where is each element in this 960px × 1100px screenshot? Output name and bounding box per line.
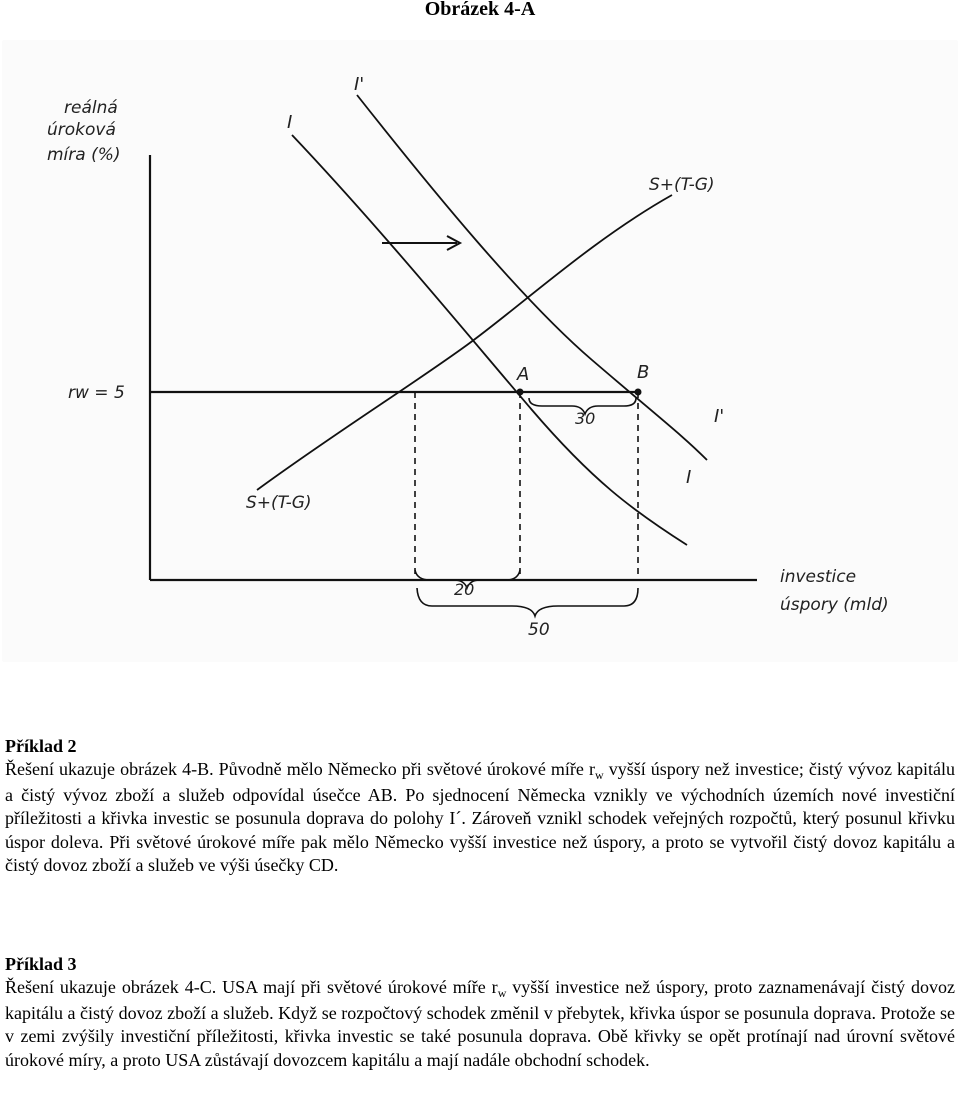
example-2-text	[5, 758, 955, 877]
curve-I-prime-label-top: I'	[354, 74, 365, 95]
curve-I-prime-label-bottom: I'	[714, 406, 725, 427]
example-2-text-part1: Řešení ukazuje obrázek 4-B. Původně mělo Německo při světové úrokové míře r	[5, 759, 595, 780]
curve-I-label-top: I	[287, 112, 293, 133]
diagram-canvas	[2, 40, 958, 662]
y-axis-label-line1: reálná	[64, 98, 118, 118]
curve-savings-label-bottom: S+(T-G)	[246, 493, 312, 513]
curve-savings	[257, 195, 672, 490]
example-3-heading: Příklad 3	[5, 954, 77, 974]
world-rate-label: rw = 5	[68, 383, 125, 403]
distance-20-label: 20	[454, 580, 475, 599]
curve-investment-I-prime	[357, 95, 707, 460]
distance-50-label: 50	[528, 620, 550, 640]
curve-I-label-bottom: I	[686, 467, 692, 488]
y-axis-label-line2: úroková	[47, 120, 116, 140]
point-A-label: A	[517, 364, 530, 385]
figure-title: Obrázek 4-A	[424, 0, 536, 20]
economic-diagram	[2, 40, 958, 662]
x-axis-label-line1: investice	[780, 567, 857, 587]
point-B-label: B	[637, 362, 650, 383]
brace-50	[417, 588, 638, 616]
example-2-heading: Příklad 2	[5, 736, 77, 756]
x-axis-label-line2: úspory (mld)	[780, 595, 889, 615]
curve-savings-label-top: S+(T-G)	[649, 175, 715, 195]
example-2-section	[5, 735, 955, 877]
example-3-text-part1: Řešení ukazuje obrázek 4-C. USA mají při světové úrokové míře r	[5, 977, 498, 998]
example-2-text-part2: vyšší úspory než investice; čistý vývoz kapitálu a čistý vývoz zboží a služeb odpovídal úsečce AB. Po sjednocení Německa vznikly ve východních územích nové investiční příležitosti a křivka investic se posunula doprava do polohy I´. Zároveň vznikl schodek veřejných rozpočtů, který posunul křivku úspor doleva. Při světové úrokové míře pak mělo Německo vyšší investice než úspory, a proto se vytvořil čistý dovoz kapitálu a čistý dovoz zboží a služeb ve výši úsečky CD.	[5, 759, 956, 876]
example-3-section	[5, 953, 955, 1072]
example-3-text-part2: vyšší investice než úspory, proto zaznamenávají čistý dovoz kapitálu a čistý dovoz zboží a služeb. Když se rozpočtový schodek změnil v přebytek, křivka úspor se posunula doprava. Protože se v zemi zvýšily investiční příležitosti, křivka investic se také posunula doprava. Obě křivky se opět protínají nad úrovní světové úrokové míry, a proto USA zůstávají dovozcem kapitálu a mají nadále obchodní schodek.	[5, 977, 956, 1070]
example-3-subscript: w	[497, 986, 507, 1001]
distance-30-label: 30	[575, 409, 596, 428]
example-2-subscript: w	[594, 768, 604, 783]
curve-investment-I	[292, 135, 687, 545]
example-3-text	[5, 976, 955, 1072]
y-axis-label-line3: míra (%)	[47, 145, 121, 165]
